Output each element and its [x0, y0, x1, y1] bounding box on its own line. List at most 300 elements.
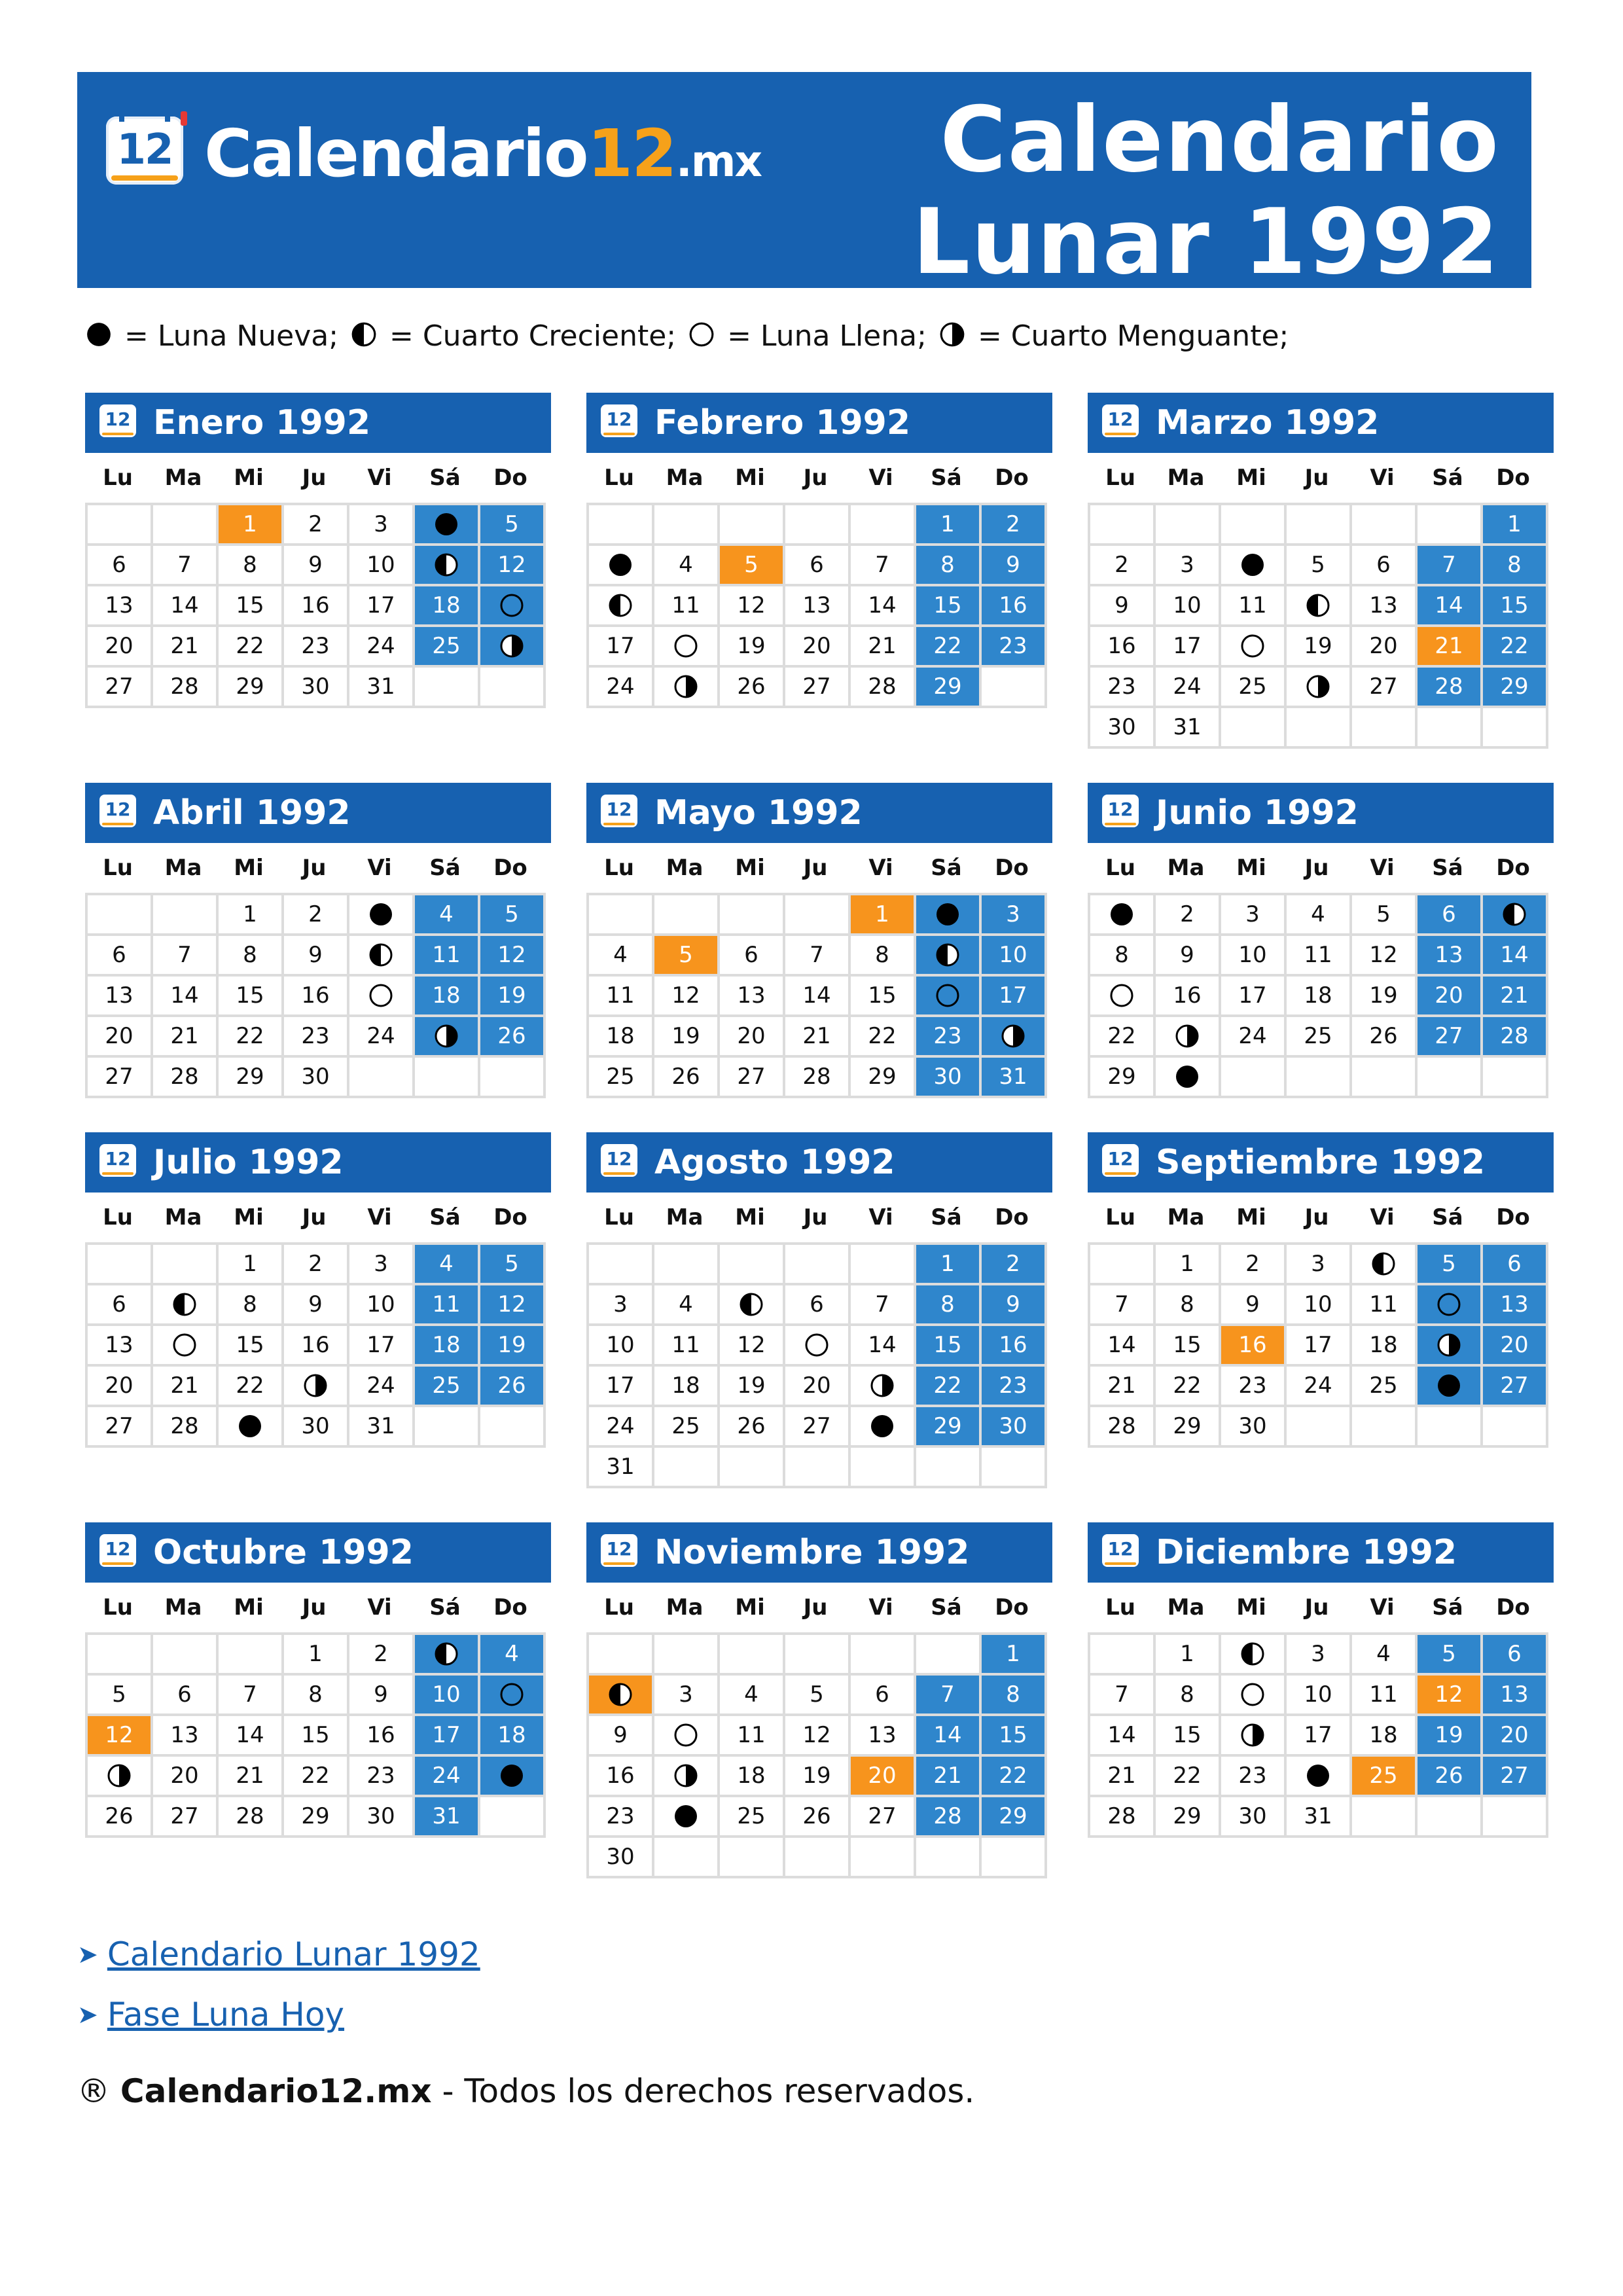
day-cell — [1483, 895, 1548, 936]
month-calendar — [1088, 1132, 1554, 1448]
day-cell: 22 — [219, 1017, 284, 1058]
weekday-label: Mi — [234, 465, 264, 491]
day-cell: 30 — [1221, 1407, 1287, 1448]
day-cell: 30 — [916, 1058, 982, 1098]
empty-cell — [1287, 1058, 1352, 1098]
empty-cell — [349, 1058, 415, 1098]
empty-cell — [654, 1635, 720, 1676]
day-cell: 28 — [153, 1058, 219, 1098]
empty-cell — [982, 1838, 1047, 1878]
day-cell — [1090, 977, 1156, 1017]
weekday-label: Ju — [302, 1204, 327, 1230]
day-cell: 13 — [720, 977, 785, 1017]
day-cell: 4 — [654, 546, 720, 586]
day-cell: 20 — [1483, 1716, 1548, 1757]
day-cell: 14 — [153, 586, 219, 627]
day-cell: 16 — [284, 977, 349, 1017]
month-header — [85, 1522, 551, 1583]
empty-cell — [480, 1407, 546, 1448]
day-cell: 21 — [153, 1367, 219, 1407]
calendar-icon: 12 — [601, 795, 637, 827]
month-calendar — [586, 783, 1052, 1098]
day-cell: 26 — [88, 1797, 153, 1838]
day-cell: 10 — [1287, 1676, 1352, 1716]
day-cell: 27 — [720, 1058, 785, 1098]
day-cell: 6 — [851, 1676, 916, 1716]
last-quarter-icon — [673, 1763, 699, 1789]
day-cell: 19 — [480, 1326, 546, 1367]
empty-cell — [415, 1407, 480, 1448]
day-cell: 14 — [219, 1716, 284, 1757]
moon-phase-legend — [82, 319, 1289, 355]
day-cell: 2 — [284, 895, 349, 936]
month-title: Junio 1992 — [1156, 793, 1359, 833]
day-cell: 27 — [785, 668, 851, 708]
calendar-icon: 12 — [1102, 1534, 1139, 1567]
day-cell: 8 — [284, 1676, 349, 1716]
day-cell: 28 — [1090, 1407, 1156, 1448]
month-title: Noviembre 1992 — [654, 1533, 970, 1572]
day-cell — [1221, 546, 1287, 586]
day-grid — [1088, 1242, 1548, 1448]
day-cell: 23 — [982, 1367, 1047, 1407]
day-cell: 16 — [589, 1757, 654, 1797]
last-quarter-icon — [433, 1023, 459, 1049]
empty-cell — [589, 895, 654, 936]
empty-cell — [1287, 708, 1352, 749]
day-cell: 1 — [219, 505, 284, 546]
day-cell: 25 — [1221, 668, 1287, 708]
day-cell: 11 — [415, 936, 480, 977]
day-cell — [415, 546, 480, 586]
empty-cell — [1418, 1797, 1483, 1838]
new-moon-icon — [673, 1803, 699, 1829]
day-cell: 17 — [982, 977, 1047, 1017]
day-cell: 13 — [153, 1716, 219, 1757]
first-quarter-icon — [1501, 901, 1527, 927]
day-cell: 2 — [284, 505, 349, 546]
day-cell: 25 — [654, 1407, 720, 1448]
day-cell: 27 — [785, 1407, 851, 1448]
day-cell: 4 — [1352, 1635, 1418, 1676]
day-cell: 15 — [219, 977, 284, 1017]
empty-cell — [1221, 708, 1287, 749]
day-cell: 12 — [88, 1716, 153, 1757]
month-header — [586, 783, 1052, 843]
day-cell: 30 — [284, 668, 349, 708]
day-cell: 1 — [851, 895, 916, 936]
day-cell: 7 — [1418, 546, 1483, 586]
day-cell — [654, 668, 720, 708]
calendar-icon: 12 — [601, 1144, 637, 1177]
day-cell: 24 — [349, 627, 415, 668]
day-cell: 5 — [654, 936, 720, 977]
empty-cell — [1221, 505, 1287, 546]
weekday-label: Lu — [1105, 855, 1135, 881]
day-cell: 28 — [219, 1797, 284, 1838]
weekday-label: Ju — [803, 465, 828, 491]
day-cell: 18 — [1352, 1716, 1418, 1757]
weekday-label: Lu — [604, 1204, 634, 1230]
weekday-label: Ju — [803, 1594, 828, 1621]
weekday-label: Do — [493, 1204, 527, 1230]
day-cell: 14 — [785, 977, 851, 1017]
day-cell: 15 — [219, 586, 284, 627]
weekday-label: Vi — [367, 465, 392, 491]
calendar-icon: 12 — [1102, 795, 1139, 827]
weekday-label: Mi — [234, 855, 264, 881]
new-moon-icon — [1436, 1372, 1462, 1399]
day-cell — [1221, 1716, 1287, 1757]
weekday-label: Lu — [103, 1594, 133, 1621]
calendar-icon: 12 — [601, 404, 637, 437]
new-moon-icon — [1305, 1763, 1331, 1789]
day-cell: 27 — [1418, 1017, 1483, 1058]
day-cell: 15 — [916, 586, 982, 627]
weekday-label: Sá — [931, 1204, 962, 1230]
day-cell: 8 — [1090, 936, 1156, 977]
weekday-label: Lu — [1105, 1204, 1135, 1230]
day-cell: 5 — [1418, 1245, 1483, 1285]
day-cell: 4 — [589, 936, 654, 977]
weekday-label: Ju — [1304, 855, 1329, 881]
day-cell: 22 — [982, 1757, 1047, 1797]
day-cell: 10 — [415, 1676, 480, 1716]
day-cell — [654, 1716, 720, 1757]
day-cell: 27 — [88, 1407, 153, 1448]
day-cell: 9 — [1221, 1285, 1287, 1326]
day-cell — [1418, 1285, 1483, 1326]
first-quarter-icon — [1240, 1641, 1266, 1667]
day-cell: 31 — [415, 1797, 480, 1838]
weekday-header — [1088, 453, 1554, 503]
day-cell: 14 — [851, 586, 916, 627]
day-cell: 19 — [480, 977, 546, 1017]
last-quarter-icon — [1240, 1722, 1266, 1748]
month-title: Julio 1992 — [153, 1143, 344, 1182]
empty-cell — [88, 895, 153, 936]
day-cell: 17 — [1287, 1326, 1352, 1367]
empty-cell — [654, 1838, 720, 1878]
calendar-icon: 12 — [99, 1144, 136, 1177]
day-grid — [586, 1242, 1047, 1488]
empty-cell — [88, 505, 153, 546]
day-grid — [85, 503, 546, 708]
empty-cell — [1352, 1407, 1418, 1448]
new-moon-icon — [935, 901, 961, 927]
day-cell: 29 — [1483, 668, 1548, 708]
full-moon-icon — [935, 982, 961, 1009]
day-cell: 24 — [1156, 668, 1221, 708]
weekday-label: Mi — [1236, 855, 1266, 881]
day-cell: 29 — [851, 1058, 916, 1098]
day-cell: 4 — [415, 1245, 480, 1285]
day-cell: 27 — [1352, 668, 1418, 708]
empty-cell — [88, 1245, 153, 1285]
month-header — [1088, 393, 1554, 453]
day-cell: 19 — [1287, 627, 1352, 668]
day-cell: 30 — [284, 1407, 349, 1448]
day-cell: 18 — [589, 1017, 654, 1058]
day-cell: 14 — [916, 1716, 982, 1757]
day-cell: 14 — [1090, 1716, 1156, 1757]
page-title: Calendario Lunar 1992 — [912, 87, 1500, 295]
day-cell: 4 — [480, 1635, 546, 1676]
day-cell: 29 — [916, 668, 982, 708]
day-cell: 15 — [916, 1326, 982, 1367]
day-cell: 20 — [88, 1367, 153, 1407]
empty-cell — [851, 1635, 916, 1676]
day-cell — [589, 1676, 654, 1716]
day-cell: 22 — [851, 1017, 916, 1058]
day-cell: 18 — [1287, 977, 1352, 1017]
first-quarter-icon — [368, 942, 394, 968]
weekday-label: Vi — [367, 1594, 392, 1621]
day-cell: 6 — [88, 1285, 153, 1326]
day-cell: 6 — [88, 936, 153, 977]
month-calendar — [1088, 783, 1554, 1098]
day-cell — [720, 1285, 785, 1326]
day-cell: 25 — [1352, 1757, 1418, 1797]
day-cell: 28 — [1483, 1017, 1548, 1058]
link-lunar-calendar[interactable]: Calendario Lunar 1992 — [107, 1935, 480, 1973]
weekday-label: Sá — [931, 855, 962, 881]
day-cell: 15 — [851, 977, 916, 1017]
day-cell: 16 — [982, 586, 1047, 627]
day-cell — [916, 977, 982, 1017]
day-cell: 29 — [1156, 1797, 1221, 1838]
empty-cell — [589, 1245, 654, 1285]
empty-cell — [982, 1448, 1047, 1488]
day-cell: 31 — [982, 1058, 1047, 1098]
day-cell: 24 — [589, 668, 654, 708]
day-cell: 20 — [851, 1757, 916, 1797]
day-cell: 6 — [1483, 1245, 1548, 1285]
link-row — [77, 1984, 480, 2045]
day-cell — [916, 936, 982, 977]
last-quarter-icon — [673, 673, 699, 700]
day-cell: 22 — [1090, 1017, 1156, 1058]
weekday-label: Sá — [429, 1204, 461, 1230]
day-cell: 28 — [153, 1407, 219, 1448]
day-cell: 12 — [480, 1285, 546, 1326]
logo-wordmark: Calendario12.mx — [204, 115, 762, 192]
day-cell: 24 — [1221, 1017, 1287, 1058]
weekday-label: Sá — [429, 465, 461, 491]
day-cell: 9 — [284, 1285, 349, 1326]
day-cell: 18 — [415, 586, 480, 627]
day-cell: 3 — [654, 1676, 720, 1716]
day-cell: 10 — [982, 936, 1047, 977]
day-cell: 20 — [88, 1017, 153, 1058]
day-cell — [589, 586, 654, 627]
first-quarter-icon — [433, 552, 459, 578]
weekday-label: Sá — [1432, 465, 1463, 491]
empty-cell — [654, 505, 720, 546]
weekday-header — [586, 1193, 1052, 1242]
day-cell: 23 — [284, 1017, 349, 1058]
weekday-label: Sá — [429, 1594, 461, 1621]
empty-cell — [1156, 505, 1221, 546]
empty-cell — [1418, 708, 1483, 749]
day-cell: 29 — [1156, 1407, 1221, 1448]
weekday-label: Ma — [666, 1204, 704, 1230]
day-cell — [1287, 586, 1352, 627]
weekday-label: Ju — [803, 855, 828, 881]
day-cell: 16 — [982, 1326, 1047, 1367]
new-moon-icon — [869, 1413, 895, 1439]
day-cell: 13 — [785, 586, 851, 627]
month-header — [1088, 1522, 1554, 1583]
day-cell: 1 — [982, 1635, 1047, 1676]
empty-cell — [1090, 505, 1156, 546]
weekday-label: Mi — [1236, 1204, 1266, 1230]
weekday-header — [85, 843, 551, 893]
empty-cell — [1418, 1407, 1483, 1448]
weekday-label: Sá — [1432, 1594, 1463, 1621]
day-cell: 5 — [1418, 1635, 1483, 1676]
day-cell: 18 — [415, 977, 480, 1017]
day-cell: 17 — [349, 1326, 415, 1367]
new-moon-icon — [237, 1413, 263, 1439]
day-cell: 23 — [916, 1017, 982, 1058]
day-cell: 29 — [219, 668, 284, 708]
day-cell: 25 — [1287, 1017, 1352, 1058]
link-moon-phase-today[interactable]: Fase Luna Hoy — [107, 1996, 345, 2034]
month-header — [85, 1132, 551, 1193]
weekday-label: Sá — [931, 465, 962, 491]
empty-cell — [654, 1245, 720, 1285]
day-grid — [586, 503, 1047, 708]
day-cell: 15 — [1483, 586, 1548, 627]
weekday-label: Mi — [735, 1594, 765, 1621]
legend-first-quarter: = Cuarto Creciente; — [389, 319, 677, 353]
day-cell: 11 — [654, 1326, 720, 1367]
day-cell — [1156, 1017, 1221, 1058]
last-quarter-icon — [302, 1372, 329, 1399]
empty-cell — [785, 1838, 851, 1878]
month-calendar — [1088, 393, 1554, 749]
first-quarter-icon — [350, 321, 378, 355]
weekday-label: Lu — [604, 1594, 634, 1621]
empty-cell — [720, 1838, 785, 1878]
weekday-header — [85, 1583, 551, 1632]
day-grid — [586, 893, 1047, 1098]
day-grid — [1088, 893, 1548, 1098]
full-moon-icon — [499, 1681, 525, 1708]
empty-cell — [1483, 1797, 1548, 1838]
footer-copyright: ® Calendario12.mx - Todos los derechos reservados. — [77, 2072, 975, 2110]
first-quarter-icon — [607, 1681, 633, 1708]
day-cell — [1287, 1757, 1352, 1797]
empty-cell — [654, 1448, 720, 1488]
day-cell: 19 — [720, 627, 785, 668]
weekday-label: Ju — [1304, 1594, 1329, 1621]
day-cell: 30 — [982, 1407, 1047, 1448]
day-cell: 8 — [219, 546, 284, 586]
weekday-label: Mi — [1236, 1594, 1266, 1621]
weekday-label: Mi — [735, 1204, 765, 1230]
empty-cell — [916, 1838, 982, 1878]
day-cell: 27 — [1483, 1367, 1548, 1407]
day-cell: 15 — [982, 1716, 1047, 1757]
day-cell — [88, 1757, 153, 1797]
empty-cell — [1287, 505, 1352, 546]
weekday-label: Ju — [803, 1204, 828, 1230]
empty-cell — [785, 1635, 851, 1676]
empty-cell — [153, 1635, 219, 1676]
day-cell: 8 — [1483, 546, 1548, 586]
day-cell: 1 — [219, 895, 284, 936]
day-cell: 15 — [1156, 1716, 1221, 1757]
header-banner — [77, 72, 1531, 295]
day-cell: 12 — [720, 586, 785, 627]
day-cell — [415, 1635, 480, 1676]
day-cell: 5 — [88, 1676, 153, 1716]
weekday-label: Lu — [103, 1204, 133, 1230]
day-cell: 23 — [982, 627, 1047, 668]
weekday-label: Ju — [302, 1594, 327, 1621]
empty-cell — [1090, 1635, 1156, 1676]
month-calendar — [586, 1132, 1052, 1488]
day-cell: 13 — [851, 1716, 916, 1757]
full-moon-icon — [673, 1722, 699, 1748]
day-cell: 26 — [654, 1058, 720, 1098]
day-cell: 27 — [153, 1797, 219, 1838]
day-cell: 14 — [1090, 1326, 1156, 1367]
day-cell — [349, 977, 415, 1017]
weekday-label: Sá — [1432, 1204, 1463, 1230]
day-cell: 1 — [1483, 505, 1548, 546]
day-cell — [916, 895, 982, 936]
calendar-icon: 12 — [1102, 404, 1139, 437]
new-moon-icon — [1240, 552, 1266, 578]
empty-cell — [1352, 1797, 1418, 1838]
day-cell: 8 — [916, 1285, 982, 1326]
day-cell: 8 — [1156, 1676, 1221, 1716]
arrow-right-icon: ➤ — [77, 1940, 98, 1969]
day-cell: 6 — [785, 546, 851, 586]
day-cell: 7 — [785, 936, 851, 977]
day-cell: 7 — [851, 546, 916, 586]
empty-cell — [1090, 1245, 1156, 1285]
day-cell: 24 — [1287, 1367, 1352, 1407]
full-moon-icon — [673, 633, 699, 659]
full-moon-icon — [1436, 1291, 1462, 1318]
calendar-icon: 12 — [99, 795, 136, 827]
day-grid — [85, 1242, 546, 1448]
day-cell: 1 — [916, 1245, 982, 1285]
weekday-header — [85, 453, 551, 503]
day-cell: 5 — [480, 1245, 546, 1285]
empty-cell — [1352, 505, 1418, 546]
day-cell: 20 — [88, 627, 153, 668]
day-cell: 22 — [219, 1367, 284, 1407]
day-cell: 22 — [1156, 1367, 1221, 1407]
day-cell — [284, 1367, 349, 1407]
day-cell: 23 — [349, 1757, 415, 1797]
day-cell: 6 — [153, 1676, 219, 1716]
weekday-label: Do — [995, 1204, 1029, 1230]
day-cell: 19 — [1418, 1716, 1483, 1757]
day-cell: 20 — [785, 1367, 851, 1407]
day-cell: 28 — [153, 668, 219, 708]
day-cell: 9 — [982, 546, 1047, 586]
day-cell: 7 — [1090, 1676, 1156, 1716]
day-cell: 28 — [1090, 1797, 1156, 1838]
day-cell: 8 — [982, 1676, 1047, 1716]
day-cell: 23 — [1221, 1757, 1287, 1797]
